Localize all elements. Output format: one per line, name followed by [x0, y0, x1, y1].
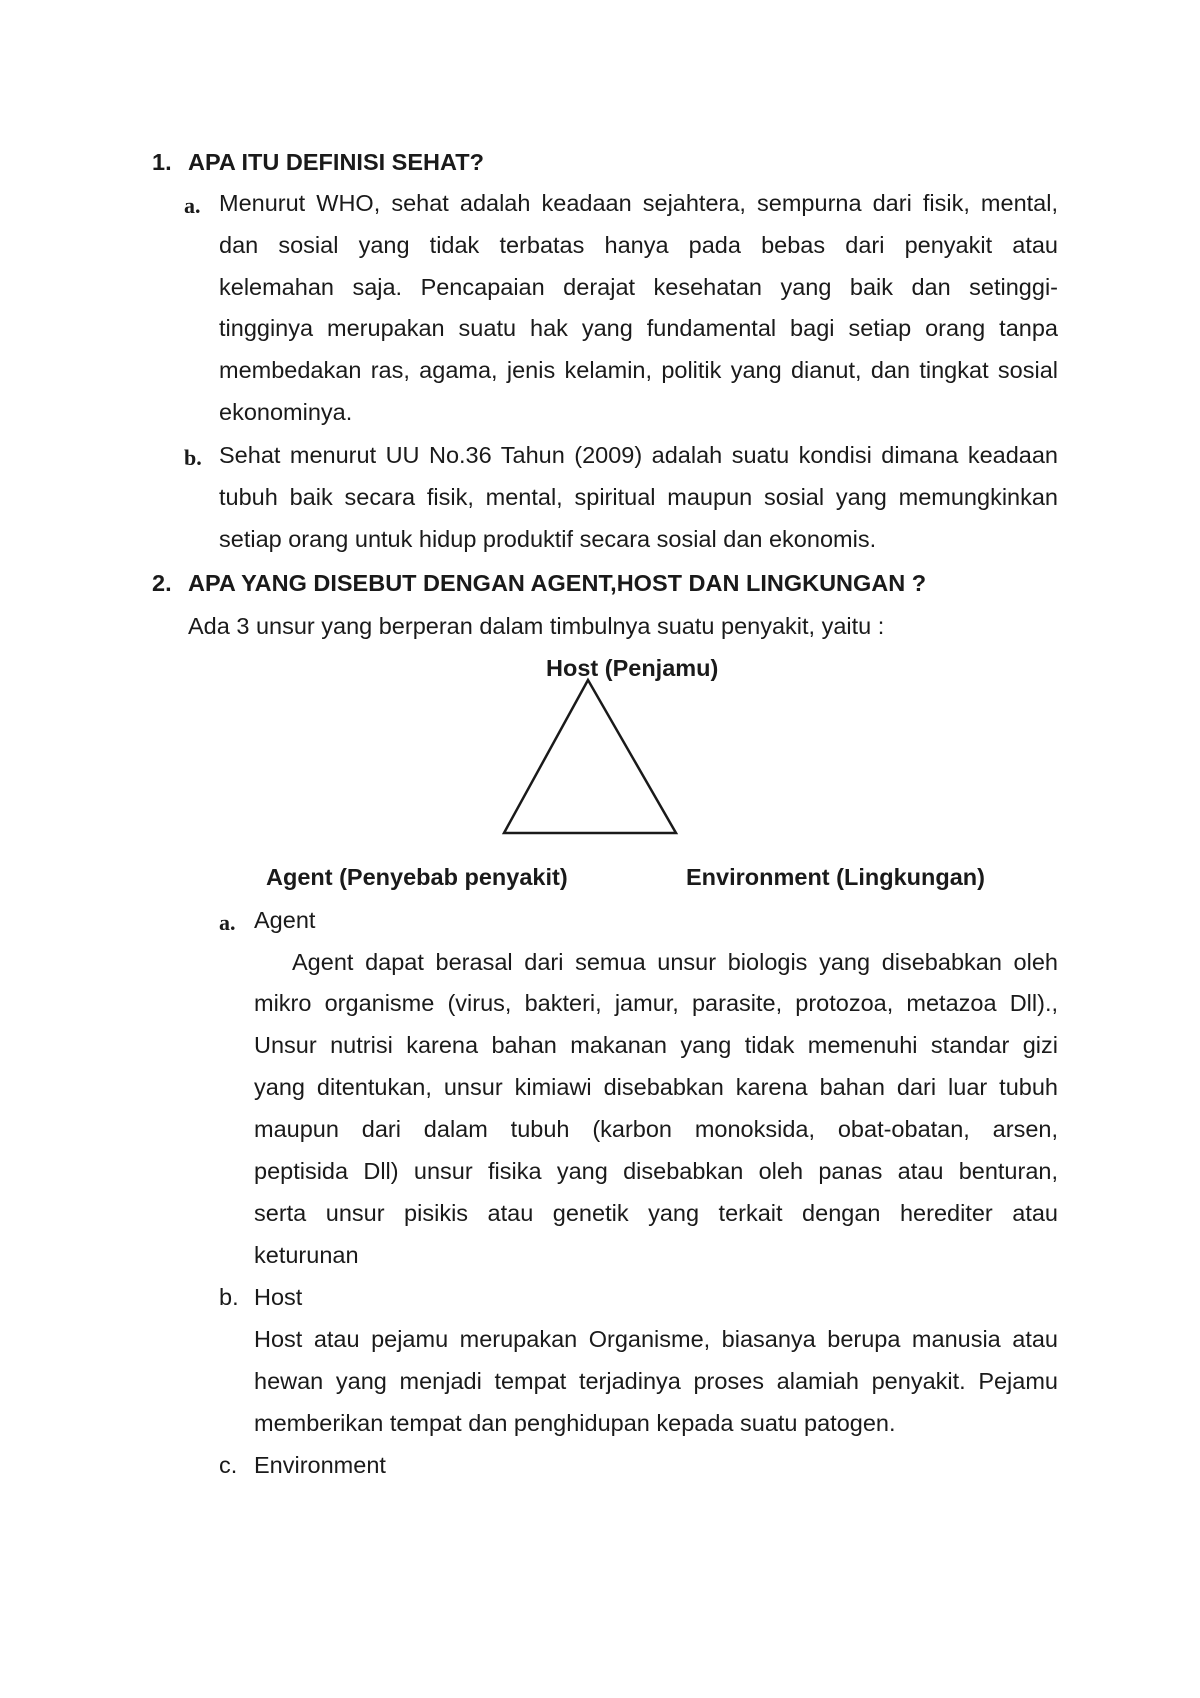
section1-item-a-line: tingginya merupakan suatu hak yang fundamental bagi setiap orang tanpa: [219, 315, 1058, 341]
section1-item-b-line: setiap orang untuk hidup produktif secara sosial dan ekonomis.: [219, 526, 877, 552]
section2-item-a-marker: a.: [219, 910, 236, 935]
agent-paragraph-line: serta unsur pisikis atau genetik yang terkait dengan herediter atau: [254, 1200, 1058, 1226]
host-paragraph-line: memberikan tempat dan penghidupan kepada suatu patogen.: [254, 1410, 896, 1436]
section1-item-a-line: kelemahan saja. Pencapaian derajat kesehatan yang baik dan setinggi-: [219, 274, 1058, 300]
agent-paragraph-line: mikro organisme (virus, bakteri, jamur, parasite, protozoa, metazoa Dll).,: [254, 990, 1058, 1016]
section2-item-b-marker: b.: [219, 1284, 239, 1310]
section1-item-a-line: ekonominya.: [219, 399, 353, 425]
section1-item-b-line: tubuh baik secara fisik, mental, spiritual maupun sosial yang memungkinkan: [219, 484, 1058, 510]
agent-paragraph-line: peptisida Dll) unsur fisika yang disebabkan oleh panas atau benturan,: [254, 1158, 1058, 1184]
host-paragraph-line: hewan yang menjadi tempat terjadinya proses alamiah penyakit. Pejamu: [254, 1368, 1058, 1394]
section2-item-c-title: Environment: [254, 1452, 386, 1478]
section2-item-a-title: Agent: [254, 907, 316, 933]
agent-paragraph-line: Agent dapat berasal dari semua unsur biologis yang disebabkan oleh: [292, 949, 1058, 975]
section2-number: 2.: [152, 570, 172, 596]
section1-item-b-line: Sehat menurut UU No.36 Tahun (2009) adalah suatu kondisi dimana keadaan: [219, 442, 1058, 468]
triangle-shape: [504, 680, 676, 833]
section1-item-a-line: dan sosial yang tidak terbatas hanya pada bebas dari penyakit atau: [219, 232, 1058, 258]
diagram-host-label: Host (Penjamu): [546, 655, 719, 681]
section1-item-a-line: Menurut WHO, sehat adalah keadaan sejahtera, sempurna dari fisik, mental,: [219, 190, 1058, 216]
section1-heading: APA ITU DEFINISI SEHAT?: [188, 149, 484, 175]
agent-paragraph-line: keturunan: [254, 1242, 359, 1268]
epidemiologic-triangle: [500, 676, 680, 840]
section1-item-b-marker: b.: [184, 445, 202, 470]
section2-item-c-marker: c.: [219, 1452, 238, 1478]
agent-paragraph-line: maupun dari dalam tubuh (karbon monoksida, obat-obatan, arsen,: [254, 1116, 1058, 1142]
section1-item-a-line: membedakan ras, agama, jenis kelamin, politik yang dianut, dan tingkat sosial: [219, 357, 1058, 383]
diagram-agent-label: Agent (Penyebab penyakit): [266, 864, 568, 890]
host-paragraph-line: Host atau pejamu merupakan Organisme, biasanya berupa manusia atau: [254, 1326, 1058, 1352]
section1-item-a-marker: a.: [184, 193, 201, 218]
section2-item-b-title: Host: [254, 1284, 303, 1310]
agent-paragraph-line: yang ditentukan, unsur kimiawi disebabkan karena bahan dari luar tubuh: [254, 1074, 1058, 1100]
section2-intro: Ada 3 unsur yang berperan dalam timbulnya suatu penyakit, yaitu :: [188, 613, 885, 639]
diagram-environment-label: Environment (Lingkungan): [686, 864, 985, 890]
agent-paragraph-line: Unsur nutrisi karena bahan makanan yang tidak memenuhi standar gizi: [254, 1032, 1058, 1058]
section1-number: 1.: [152, 149, 172, 175]
section2-heading: APA YANG DISEBUT DENGAN AGENT,HOST DAN LINGKUNGAN ?: [188, 570, 927, 596]
